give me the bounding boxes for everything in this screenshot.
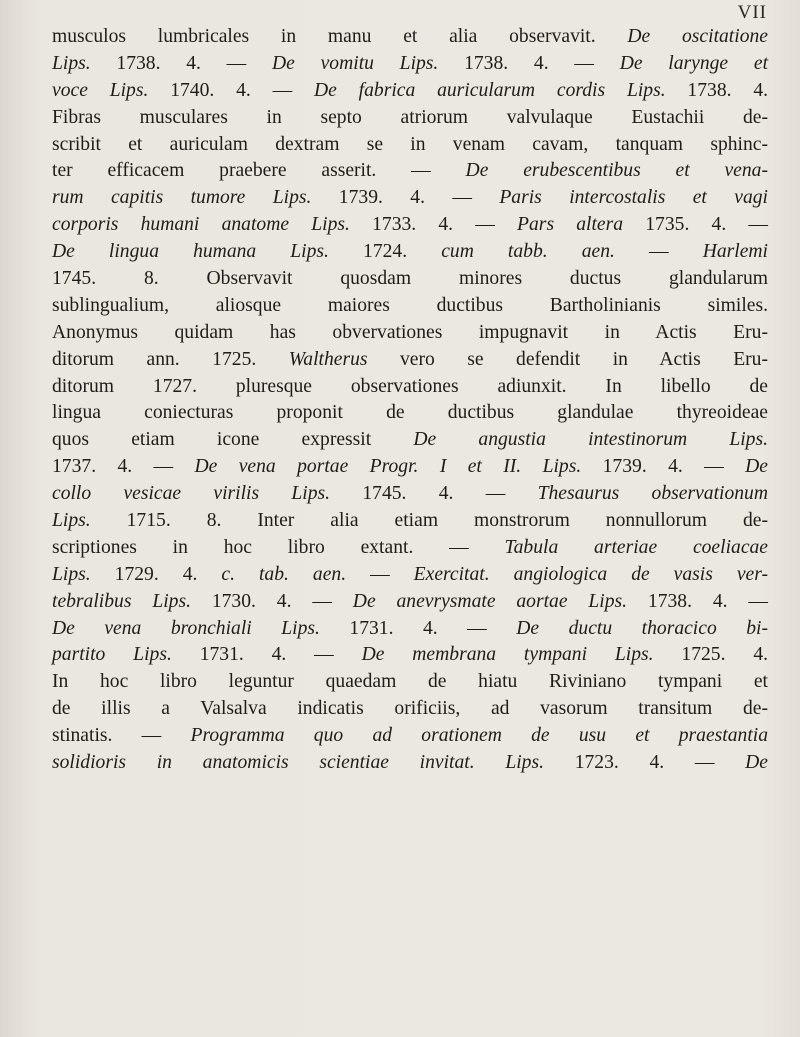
italic-title: Lips. — [52, 510, 91, 532]
text-line — [52, 535, 768, 562]
italic-title: solidioris in anatomicis scientiae invitat. Lips. — [52, 752, 544, 774]
text-line — [52, 158, 768, 185]
text-run: vero se defendit in Actis Eru- — [367, 348, 769, 370]
text-run: Fibras musculares in septo atriorum valvulaque Eustachii de- — [52, 106, 768, 128]
page-number: VII — [737, 2, 767, 23]
text-line — [52, 132, 768, 159]
italic-title: De larynge et — [619, 52, 769, 74]
italic-title: collo vesicae virilis Lips. — [52, 483, 331, 505]
text-line — [52, 212, 768, 239]
text-line — [52, 51, 768, 78]
italic-title: Lips. — [52, 563, 91, 585]
italic-title: De — [745, 456, 768, 478]
italic-title: Lips. — [52, 52, 91, 74]
text-line — [52, 185, 768, 212]
text-run: ter efficacem praebere asserit. — — [52, 160, 466, 182]
text-run: scriptiones in hoc libro extant. — — [52, 536, 505, 558]
text-run: 1725. 4. — [653, 644, 769, 666]
italic-title: Pars altera — [517, 214, 624, 236]
italic-title: Tabula arteriae coeliacae — [504, 536, 769, 558]
text-line — [52, 642, 768, 669]
italic-title: De fabrica auricularum cordis Lips. — [314, 79, 666, 101]
text-line — [52, 374, 768, 401]
text-run: 1740. 4. — — [148, 79, 315, 101]
italic-title: voce Lips. — [52, 79, 149, 101]
italic-title: De oscitatione — [627, 26, 768, 47]
italic-title: Programma quo ad orationem de usu et praestantia — [190, 725, 769, 747]
text-run: 1724. — [328, 241, 442, 263]
text-run: scribit et auriculam dextram se in venam cavam, tanquam sphinc- — [52, 133, 768, 155]
italic-title: c. tab. aen. — [221, 563, 347, 585]
italic-title: partito Lips. — [52, 644, 172, 666]
text-run: 1739. 4. — — [581, 456, 746, 478]
italic-title: Exercitat. angiologica de vasis ver- — [413, 563, 769, 585]
italic-title: De vena portae Progr. I et II. Lips. — [194, 456, 582, 478]
text-run: 1731. 4. — — [171, 644, 362, 666]
text-line — [52, 562, 768, 589]
text-line — [52, 669, 768, 696]
text-run: 1729. 4. — [90, 563, 222, 585]
text-run: de illis a Valsalva indicatis orificiis, ad vasorum transitum de- — [52, 698, 768, 720]
text-line — [52, 293, 768, 320]
text-line — [52, 24, 768, 51]
text-run: 1737. 4. — — [52, 456, 195, 478]
text-line — [52, 320, 768, 347]
italic-title: De membrana tympani Lips. — [361, 644, 654, 666]
text-line — [52, 723, 768, 750]
italic-title: corporis humani anatome Lips. — [52, 214, 350, 236]
text-line — [52, 589, 768, 616]
text-run: 1738. 4. — — [90, 52, 273, 74]
text-run: — — [346, 563, 414, 585]
italic-title: rum capitis tumore Lips. — [52, 187, 312, 209]
text-run: Anonymus quidam has obvervationes impugnavit in Actis Eru- — [52, 321, 768, 343]
italic-title: De erubescentibus et vena- — [465, 160, 768, 182]
italic-title: Paris intercostalis et vagi — [499, 187, 768, 209]
text-line — [52, 750, 768, 777]
text-run: 1733. 4. — — [349, 214, 518, 236]
text-line — [52, 696, 768, 723]
italic-title: De — [745, 752, 769, 774]
italic-title: De anevrysmate aortae Lips. — [352, 590, 628, 612]
text-run: 1745. 4. — — [330, 483, 538, 505]
text-run: stinatis. — — [52, 725, 191, 747]
text-run: 1730. 4. — — [190, 590, 353, 612]
italic-title: cum tabb. aen. — [441, 241, 615, 263]
text-line — [52, 616, 768, 643]
text-line — [52, 508, 768, 535]
text-line — [52, 481, 768, 508]
italic-title: De ductu thoracico bi- — [516, 617, 769, 639]
italic-title: De vena bronchiali Lips. — [52, 617, 320, 639]
text-run: sublingualium, aliosque maiores ductibus Bartholinianis similes. — [52, 294, 768, 316]
italic-title: Thesaurus observationum — [537, 483, 768, 505]
text-line — [52, 105, 768, 132]
text-line — [52, 347, 768, 374]
text-run: ditorum 1727. pluresque observationes adiunxit. In libello de — [52, 375, 768, 397]
text-run: 1723. 4. — — [544, 752, 746, 774]
text-run: musculos lumbricales in manu et alia observavit. — [52, 26, 628, 47]
italic-title: tebralibus Lips. — [52, 590, 191, 612]
text-run: 1738. 4. — [665, 79, 769, 101]
text-run: 1735. 4. — — [623, 214, 769, 236]
italic-title: De lingua humana Lips. — [52, 241, 329, 263]
text-run: 1738. 4. — — [627, 590, 769, 612]
text-line — [52, 78, 768, 105]
text-run: In hoc libro leguntur quaedam de hiatu Riviniano tympani et — [52, 671, 768, 693]
text-run: ditorum ann. 1725. — [52, 348, 289, 370]
text-line — [52, 239, 768, 266]
text-line — [52, 266, 768, 293]
text-run: lingua coniecturas proponit de ductibus glandulae thyreoideae — [52, 402, 768, 424]
text-run: 1739. 4. — — [311, 187, 500, 209]
text-run: 1745. 8. Observavit quosdam minores ductus glandularum — [52, 268, 768, 290]
italic-title: Harlemi — [702, 241, 768, 263]
text-line — [52, 427, 768, 454]
body-text — [52, 24, 768, 777]
text-run: quos etiam icone expressit — [52, 429, 414, 451]
text-run: 1738. 4. — — [438, 52, 620, 74]
italic-title: Waltherus — [288, 348, 368, 370]
text-run: 1731. 4. — — [319, 617, 517, 639]
italic-title: De angustia intestinorum Lips. — [413, 429, 768, 451]
text-line — [52, 400, 768, 427]
text-line — [52, 454, 768, 481]
text-run: — — [614, 241, 703, 263]
text-run: 1715. 8. Inter alia etiam monstrorum nonnullorum de- — [90, 510, 768, 532]
italic-title: De vomitu Lips. — [272, 52, 439, 74]
